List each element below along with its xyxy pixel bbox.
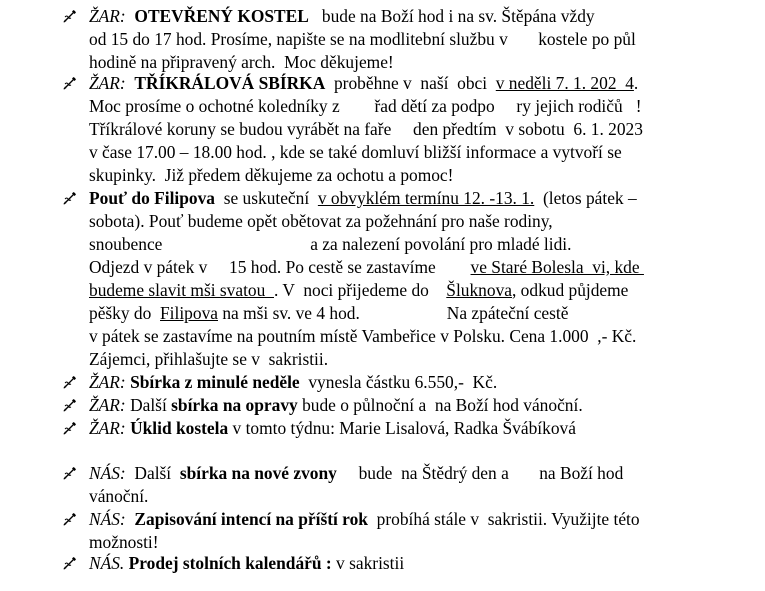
announcement-line [89, 95, 642, 117]
text: . V noci přijedeme do [274, 280, 447, 300]
announcement-line [89, 279, 628, 301]
announcement-line [89, 552, 404, 574]
writing-hand-icon [62, 374, 78, 390]
text: na mši sv. ve 4 hod. Na zpáteční cestě [218, 303, 569, 323]
announcement-line [89, 51, 394, 73]
writing-hand-icon [62, 190, 78, 206]
text: Další [125, 463, 180, 483]
writing-hand-icon [62, 75, 78, 91]
text: se uskuteční [215, 188, 318, 208]
announcement-line [89, 28, 636, 50]
label-text: NÁS. [89, 553, 125, 573]
announcement-line [89, 325, 636, 347]
text: možnosti! [89, 532, 159, 552]
label-text: ŽAR: [89, 73, 126, 93]
announcement-line [89, 348, 328, 370]
announcement-line [89, 302, 568, 324]
writing-hand-icon [62, 511, 78, 527]
text: (letos pátek – [534, 188, 637, 208]
announcement-line [89, 371, 497, 393]
text: vánoční. [89, 486, 149, 506]
announcement-line [89, 164, 453, 186]
text: bude o půlnoční a na Boží hod vánoční. [297, 395, 583, 415]
text: v tomto týdnu: Marie Lisalová, Radka Švábíková [228, 418, 576, 438]
text: bude na Boží hod i na sv. Štěpána vždy [308, 6, 595, 26]
underlined-text: Šluknova [446, 280, 512, 300]
announcement-line [89, 233, 571, 255]
writing-hand-icon [62, 420, 78, 436]
writing-hand-icon [62, 465, 78, 481]
announcement-line [89, 210, 553, 232]
label-text: ŽAR: [89, 372, 126, 392]
bold-text: Zapisování intencí na příští rok [134, 509, 368, 529]
text: bude na Štědrý den a na Boží hod [336, 463, 624, 483]
text: . [633, 73, 639, 93]
bold-text: Úklid kostela [130, 418, 229, 438]
text: v čase 17.00 – 18.00 hod. , kde se také domluví bližší informace a vytvoří se [89, 142, 622, 162]
text: Zájemci, přihlašujte se v sakristii. [89, 349, 329, 369]
announcement-line [89, 256, 644, 278]
text: snoubence a za nalezení povolání pro mladé lidi. [89, 234, 572, 254]
label-text: ŽAR: [89, 395, 126, 415]
bold-text: TŘÍKRÁLOVÁ SBÍRKA [134, 73, 326, 93]
text: v sakristii [331, 553, 405, 573]
bold-text: Sbírka z minulé neděle [130, 372, 300, 392]
text: sobota). Pouť budeme opět obětovat za požehnání pro naše rodiny, [89, 211, 553, 231]
announcement-line [89, 508, 640, 530]
text: skupinky. Již předem děkujeme za ochotu a pomoc! [89, 165, 454, 185]
announcement-line [89, 141, 622, 163]
announcement-line [89, 417, 576, 439]
announcement-line [89, 462, 623, 484]
label-text: NÁS: [89, 463, 126, 483]
announcement-line [89, 118, 643, 140]
bold-text: OTEVŘENÝ KOSTEL [134, 6, 309, 26]
bold-text: sbírka na nové zvony [179, 463, 337, 483]
text: Další [125, 395, 172, 415]
underlined-text: ve Staré Bolesla vi, kde [470, 257, 644, 277]
announcement-line [89, 72, 638, 94]
writing-hand-icon [62, 8, 78, 24]
announcement-line [89, 5, 595, 27]
text: Tříkrálové koruny se budou vyrábět na faře den předtím v sobotu 6. 1. 2023 [89, 119, 643, 139]
underlined-text: v neděli 7. 1. 202 4 [495, 73, 634, 93]
announcement-line [89, 531, 159, 553]
writing-hand-icon [62, 397, 78, 413]
bold-text: sbírka na opravy [171, 395, 298, 415]
text: hodině na připravený arch. Moc děkujeme! [89, 52, 394, 72]
bold-text: Prodej stolních kalendářů : [128, 553, 332, 573]
underlined-text: v obvyklém termínu 12. -13. 1. [317, 188, 535, 208]
underlined-text: Filipova [160, 303, 218, 323]
text: probíhá stále v sakristii. Využijte této [367, 509, 640, 529]
label-text: ŽAR: [89, 418, 126, 438]
text: Odjezd v pátek v 15 hod. Po cestě se zastavíme [89, 257, 471, 277]
label-text: NÁS: [89, 509, 126, 529]
announcement-line [89, 394, 583, 416]
bold-text: Pouť do Filipova [89, 188, 215, 208]
text: vynesla částku 6.550,- Kč. [299, 372, 498, 392]
underlined-text: budeme slavit mši svatou [89, 280, 274, 300]
text: proběhne v naší obci [325, 73, 496, 93]
writing-hand-icon [62, 555, 78, 571]
text: v pátek se zastavíme na poutním místě Vambeřice v Polsku. Cena 1.000 ,- Kč. [89, 326, 637, 346]
announcement-line [89, 187, 637, 209]
announcement-line [89, 485, 148, 507]
text: , odkud půjdeme [511, 280, 629, 300]
text: pěšky do [89, 303, 161, 323]
text: Moc prosíme o ochotné koledníky z řad dětí za podpo ry jejich rodičů ! [89, 96, 642, 116]
text: od 15 do 17 hod. Prosíme, napište se na modlitební službu v kostele po půl [89, 29, 636, 49]
label-text: ŽAR: [89, 6, 126, 26]
